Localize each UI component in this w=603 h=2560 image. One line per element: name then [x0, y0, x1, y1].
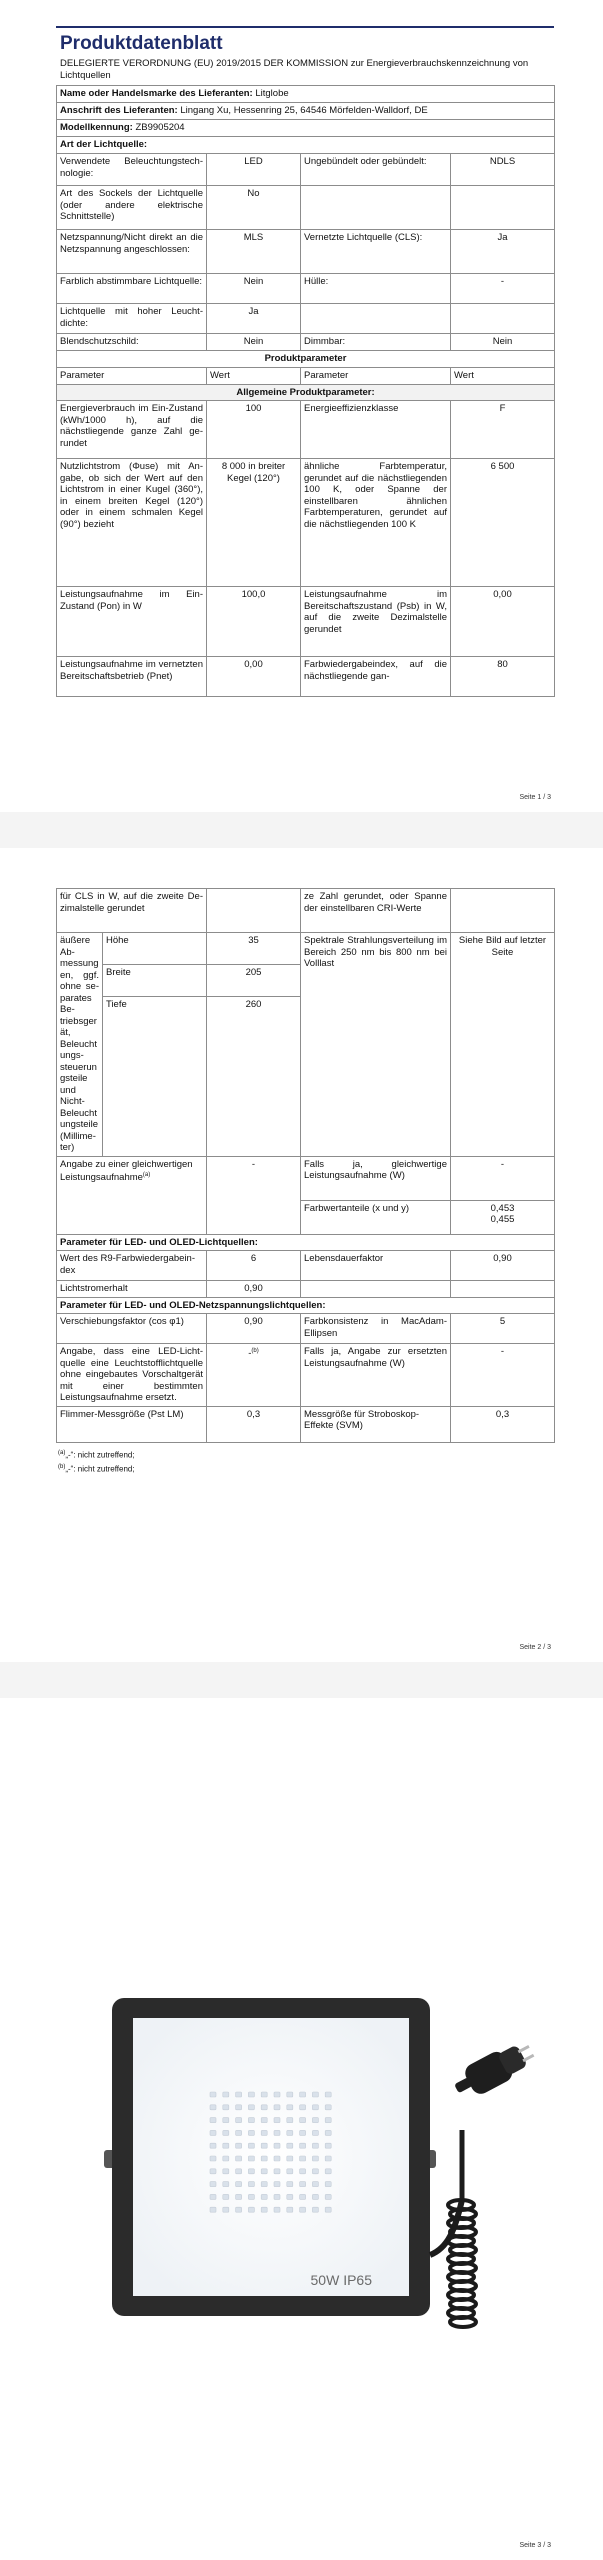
row-label: Blendschutzschild:: [57, 334, 207, 351]
led-chip: [210, 2092, 216, 2097]
led-chip: [210, 2182, 216, 2187]
led-chip: [300, 2130, 306, 2135]
led-chip: [236, 2092, 242, 2097]
led-chip: [210, 2156, 216, 2161]
led-chip: [300, 2169, 306, 2174]
displacement-factor-value: 0,90: [207, 1314, 301, 1344]
row-label: Lichtquelle mit hoher Leuchtdichte:: [57, 304, 207, 334]
row-value-2: -: [451, 274, 555, 304]
row-value-2: Nein: [451, 334, 555, 351]
led-chip: [312, 2194, 318, 2199]
led-chip: [223, 2130, 229, 2135]
led-chip: [261, 2169, 267, 2174]
led-chip: [248, 2130, 254, 2135]
led-chip: [300, 2194, 306, 2199]
led-chip: [223, 2169, 229, 2174]
page-number: Seite 1 / 3: [519, 794, 551, 801]
row-value-2: [451, 304, 555, 334]
datasheet-page-2: [0, 852, 603, 1662]
equivalent-power-value: -: [207, 1156, 301, 1234]
table-row: [57, 230, 555, 274]
led-chip: [248, 2194, 254, 2199]
dimensions-label: äußere Abmessungen, ggf. ohne separates Betriebsgerät, Beleuchtungssteuerungsteile und Nicht-Beleuchtungsteile (Millimeter): [57, 933, 103, 1157]
led-chip: [210, 2207, 216, 2212]
dimension-name: Breite: [103, 964, 207, 996]
led-chip: [274, 2156, 280, 2161]
dimension-name: Tiefe: [103, 996, 207, 1156]
row-value: [207, 889, 301, 933]
led-chip: [325, 2207, 331, 2212]
led-chip: [236, 2143, 242, 2148]
macadam-label: Farbkonsistenz in MacAdam-Ellipsen: [301, 1314, 451, 1344]
led-chip: [287, 2105, 293, 2110]
led-chip: [236, 2194, 242, 2199]
table-row: [57, 1281, 555, 1298]
datasheet-sheet-2: [56, 888, 554, 1476]
footnotes: [56, 1447, 554, 1476]
general-parameters-heading: Allgemeine Produktparameter:: [57, 384, 555, 401]
led-chip: [210, 2130, 216, 2135]
led-chip: [236, 2156, 242, 2161]
row-label-2: Energieeffizienzklasse: [301, 401, 451, 459]
row-value: 100: [207, 401, 301, 459]
row-value: Nein: [207, 274, 301, 304]
led-chip: [312, 2182, 318, 2187]
led-chip: [300, 2207, 306, 2212]
table-row: [57, 1156, 555, 1200]
dimension-value: 35: [207, 933, 301, 965]
table-row: [57, 401, 555, 459]
row-value-2: 0,00: [451, 587, 555, 657]
column-header-value-2: Wert: [451, 368, 555, 385]
led-chip: [236, 2105, 242, 2110]
displacement-factor-label: Verschiebungsfaktor (cos φ1): [57, 1314, 207, 1344]
led-chip: [236, 2130, 242, 2135]
r9-value: 6: [207, 1251, 301, 1281]
led-chip: [236, 2118, 242, 2123]
row-value-2: [451, 889, 555, 933]
led-chip: [210, 2105, 216, 2110]
led-chip: [274, 2130, 280, 2135]
replacement-value-2: -: [451, 1344, 555, 1407]
led-chip: [325, 2105, 331, 2110]
led-chip: [312, 2130, 318, 2135]
led-chip: [261, 2130, 267, 2135]
led-chip: [274, 2182, 280, 2187]
led-chip: [223, 2182, 229, 2187]
led-chip: [287, 2118, 293, 2123]
led-chip: [210, 2143, 216, 2148]
row-label: Energieverbrauch im Ein-Zustand (kWh/1000 h), auf die nächstliegende ganze Zahl gerundet: [57, 401, 207, 459]
row-value: 0,00: [207, 657, 301, 697]
page-gap: [0, 812, 603, 848]
led-chip: [312, 2169, 318, 2174]
led-chip: [312, 2105, 318, 2110]
row-value: 8 000 in breiter Kegel (120°): [207, 459, 301, 587]
row-label-2: [301, 304, 451, 334]
led-chip: [325, 2194, 331, 2199]
lamp-marking: 50W IP65: [310, 2272, 372, 2288]
chromaticity-values: 0,453 0,455: [451, 1200, 555, 1234]
flicker-value: 0,3: [207, 1406, 301, 1442]
row-value-2: [451, 186, 555, 230]
led-chip: [274, 2169, 280, 2174]
page-title: Produktdatenblatt: [56, 26, 554, 58]
table-row: [57, 1406, 555, 1442]
regulation-subtitle: DELEGIERTE VERORDNUNG (EU) 2019/2015 DER KOMMISSION zur Energieverbrauchskennzeichnung von Lichtquellen: [60, 58, 529, 81]
led-chip: [223, 2105, 229, 2110]
table-row: [57, 186, 555, 230]
chromaticity-label: Farbwertanteile (x und y): [301, 1200, 451, 1234]
led-chip: [287, 2207, 293, 2212]
datasheet-page-3: [0, 1700, 603, 2560]
led-chip: [236, 2182, 242, 2187]
table-row: [57, 459, 555, 587]
led-chip: [248, 2105, 254, 2110]
led-chip: [274, 2105, 280, 2110]
equivalent-power-label-2: Falls ja, gleichwertige Leistungsaufnahme (W): [301, 1156, 451, 1200]
table-row: [57, 304, 555, 334]
led-chip: [261, 2194, 267, 2199]
led-chip: [261, 2156, 267, 2161]
model-row: [57, 120, 555, 137]
led-chip: [325, 2143, 331, 2148]
cable-coil-loop: [450, 2317, 476, 2327]
model-value: ZB9905204: [135, 122, 185, 133]
led-chip: [236, 2169, 242, 2174]
equivalent-power-label: Angabe zu einer gleichwertigen Leistungsaufnahme$^{(a)}$: [57, 1156, 207, 1234]
replacement-label-2: Falls ja, Angabe zur ersetzten Leistungsaufnahme (W): [301, 1344, 451, 1407]
row-value: No: [207, 186, 301, 230]
led-chip: [223, 2143, 229, 2148]
column-header-parameter-2: Parameter: [301, 368, 451, 385]
row-label-2: Dimmbar:: [301, 334, 451, 351]
led-chip: [287, 2169, 293, 2174]
row-value-2: 80: [451, 657, 555, 697]
light-source-type-label: Art der Lichtquelle:: [57, 137, 555, 154]
row-label: Farblich abstimmbare Lichtquelle:: [57, 274, 207, 304]
led-chip: [287, 2143, 293, 2148]
led-chip: [223, 2118, 229, 2123]
lumen-maintenance-value: 0,90: [207, 1281, 301, 1298]
led-chip: [248, 2156, 254, 2161]
led-chip: [312, 2207, 318, 2212]
row-value: LED: [207, 154, 301, 186]
led-parameters-heading-row: [57, 1234, 555, 1251]
column-header-parameter: Parameter: [57, 368, 207, 385]
dimension-name: Höhe: [103, 933, 207, 965]
led-chip: [261, 2182, 267, 2187]
table-row: [57, 334, 555, 351]
led-chip: [287, 2130, 293, 2135]
spectral-label: Spektrale Strahlungsverteilung im Bereich 250 nm bis 800 nm bei Volllast: [301, 933, 451, 1157]
stroboscopic-value: 0,3: [451, 1406, 555, 1442]
row-label-2: Leistungsaufnahme im Bereitschaftszustand (Psb) in W, auf die zweite Dezimalstelle gerundet: [301, 587, 451, 657]
power-cable: [430, 2130, 476, 2327]
led-chip: [325, 2169, 331, 2174]
row-label-2: Farbwiedergabeindex, auf die nächstliegende gan-: [301, 657, 451, 697]
led-chip: [300, 2143, 306, 2148]
led-chip: [325, 2130, 331, 2135]
led-chip: [261, 2118, 267, 2123]
led-chip: [312, 2143, 318, 2148]
model-label: Modellkennung:: [60, 122, 133, 133]
mains-parameters-heading: Parameter für LED- und OLED-Netzspannungslichtquellen:: [57, 1297, 555, 1314]
led-chip: [300, 2105, 306, 2110]
table-row: [57, 889, 555, 933]
column-header-row: [57, 368, 555, 385]
product-parameters-heading: Produktparameter: [57, 351, 555, 368]
led-chip: [223, 2194, 229, 2199]
led-chip: [210, 2169, 216, 2174]
replacement-label: Angabe, dass eine LED-Lichtquelle eine Leuchtstofflichtquelle ohne eingebautes Vorschaltgerät mit einer bestimmten Leistungsaufnahme ersetzt.: [57, 1344, 207, 1407]
led-chip: [274, 2092, 280, 2097]
product-parameters-heading-row: [57, 351, 555, 368]
general-parameters-heading-row: [57, 384, 555, 401]
table-row: [57, 657, 555, 697]
row-value: Nein: [207, 334, 301, 351]
table-row: [57, 154, 555, 186]
led-chip: [274, 2207, 280, 2212]
table-row: [57, 274, 555, 304]
parameters-table-continued: [56, 888, 555, 1443]
led-chip: [248, 2182, 254, 2187]
row-label-2: Ungebündelt oder gebündelt:: [301, 154, 451, 186]
row-value-2: 6 500: [451, 459, 555, 587]
footnote-a: $^{(a)}$„-“: nicht zutreffend;: [58, 1449, 135, 1460]
led-chip: [312, 2156, 318, 2161]
led-chip: [312, 2118, 318, 2123]
row-label: für CLS in W, auf die zweite Dezimalstelle gerundet: [57, 889, 207, 933]
product-image: [0, 1700, 603, 2560]
led-chip: [248, 2143, 254, 2148]
flicker-label: Flimmer-Messgröße (Pst LM): [57, 1406, 207, 1442]
led-chip: [261, 2105, 267, 2110]
led-chip: [223, 2156, 229, 2161]
led-chip: [223, 2207, 229, 2212]
page-gap: [0, 1662, 603, 1698]
led-parameters-heading: Parameter für LED- und OLED-Lichtquellen:: [57, 1234, 555, 1251]
row-label: Leistungsaufnahme im vernetzten Bereitschaftsbetrieb (Pnet): [57, 657, 207, 697]
led-chip: [287, 2092, 293, 2097]
lifetime-factor-label: Lebensdauerfaktor: [301, 1251, 451, 1281]
row-label: Art des Sockels der Lichtquelle (oder andere elektrische Schnittstelle): [57, 186, 207, 230]
dimensions-row: [57, 933, 555, 965]
column-header-value: Wert: [207, 368, 301, 385]
led-chip: [300, 2156, 306, 2161]
mains-parameters-heading-row: [57, 1297, 555, 1314]
led-chip: [300, 2182, 306, 2187]
row-value: 100,0: [207, 587, 301, 657]
supplier-name-label: Name oder Handelsmarke des Lieferanten:: [60, 88, 253, 99]
led-chip: [325, 2118, 331, 2123]
datasheet-page-1: [0, 0, 603, 812]
table-row: [57, 1251, 555, 1281]
dimension-value: 260: [207, 996, 301, 1156]
row-label: Verwendete Beleuchtungstechnologie:: [57, 154, 207, 186]
led-chip: [261, 2092, 267, 2097]
supplier-address-row: [57, 103, 555, 120]
row-value: Ja: [207, 304, 301, 334]
supplier-name-value: Litglobe: [255, 88, 289, 99]
footnote-b: $^{(b)}$„-“: nicht zutreffend;: [58, 1464, 135, 1474]
led-chip: [248, 2169, 254, 2174]
supplier-address-label: Anschrift des Lieferanten:: [60, 105, 178, 116]
led-chip: [261, 2143, 267, 2148]
led-chip: [248, 2118, 254, 2123]
led-chip: [210, 2118, 216, 2123]
lamp-panel: [133, 2018, 409, 2296]
r9-label: Wert des R9-Farbwiedergabeindex: [57, 1251, 207, 1281]
row-value-2: F: [451, 401, 555, 459]
table-row: [57, 1344, 555, 1407]
table-row: [57, 587, 555, 657]
stroboscopic-label: Messgröße für Stroboskop-Effekte (SVM): [301, 1406, 451, 1442]
supplier-name-row: [57, 86, 555, 103]
datasheet-sheet-1: [56, 26, 554, 697]
row-label: Netzspannung/Nicht direkt an die Netzspannung angeschlossen:: [57, 230, 207, 274]
led-chip: [287, 2156, 293, 2161]
led-chip: [325, 2156, 331, 2161]
led-chip: [274, 2194, 280, 2199]
lifetime-factor-value: 0,90: [451, 1251, 555, 1281]
led-chip: [300, 2092, 306, 2097]
lumen-maintenance-label: Lichtstromerhalt: [57, 1281, 207, 1298]
row-value-2: Ja: [451, 230, 555, 274]
row-label: Nutzlichtstrom (Φuse) mit Angabe, ob sich der Wert auf den Lichtstrom in einer Kugel (360°), in einem breiten Kegel (120°) oder in einem schmalen Kegel (90°) bezieht: [57, 459, 207, 587]
schuko-plug: [449, 2036, 538, 2104]
spectral-value: Siehe Bild auf letzter Seite: [451, 933, 555, 1157]
row-label: Leistungsaufnahme im Ein-Zustand (Pon) in W: [57, 587, 207, 657]
led-chip: [287, 2194, 293, 2199]
row-label-2: Vernetzte Lichtquelle (CLS):: [301, 230, 451, 274]
table-row: [57, 1314, 555, 1344]
empty-cell: [451, 1281, 555, 1298]
led-chip: [210, 2194, 216, 2199]
led-chip: [325, 2182, 331, 2187]
led-chip: [248, 2207, 254, 2212]
row-value-2: NDLS: [451, 154, 555, 186]
led-chip: [325, 2092, 331, 2097]
supplier-address-value: Lingang Xu, Hessenring 25, 64546 Mörfelden-Walldorf, DE: [180, 105, 428, 116]
led-chip: [274, 2118, 280, 2123]
supplier-table: [56, 85, 555, 697]
replacement-value: -$^{(b)}$: [207, 1344, 301, 1407]
led-chip: [312, 2092, 318, 2097]
light-source-type-row: [57, 137, 555, 154]
page-number: Seite 2 / 3: [519, 1644, 551, 1651]
row-label-2: Hülle:: [301, 274, 451, 304]
led-chip: [300, 2118, 306, 2123]
macadam-value: 5: [451, 1314, 555, 1344]
equivalent-power-value-2: -: [451, 1156, 555, 1200]
led-chip: [287, 2182, 293, 2187]
empty-cell: [301, 1281, 451, 1298]
row-label-2: [301, 186, 451, 230]
page-number: Seite 3 / 3: [519, 2542, 551, 2549]
led-chip: [236, 2207, 242, 2212]
row-value: MLS: [207, 230, 301, 274]
led-chip: [261, 2207, 267, 2212]
row-label-2: ähnliche Farbtemperatur, gerundet auf die nächstliegenden 100 K, oder Spanne der einstellbaren ähnlichen Farbtemperaturen, gerundet auf die nächstliegenden 100 K: [301, 459, 451, 587]
led-chip: [248, 2092, 254, 2097]
dimension-value: 205: [207, 964, 301, 996]
led-chip: [223, 2092, 229, 2097]
row-label-2: ze Zahl gerundet, oder Spanne der einstellbaren CRI-Werte: [301, 889, 451, 933]
led-chip: [274, 2143, 280, 2148]
